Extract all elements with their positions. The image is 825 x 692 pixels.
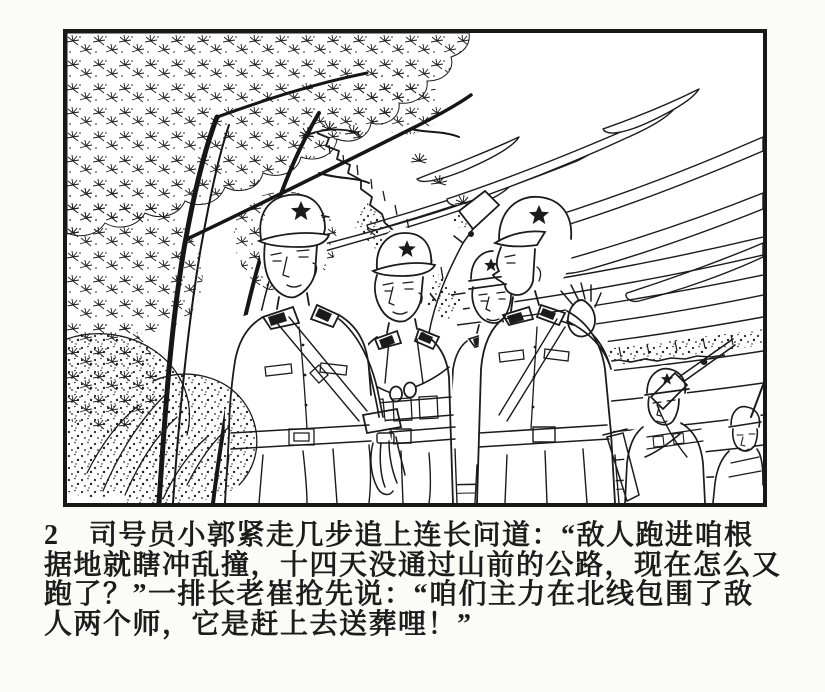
background-soldier-2: [713, 385, 763, 503]
caption: [44, 521, 812, 639]
caption-line-4: 人两个师，它是赶上去送葬哩！”: [44, 608, 473, 640]
caption-line-3: 跑了？”一排长老崔抢先说：“咱们主力在北线包围了敌: [44, 579, 754, 610]
soldier-platoon-leader: [475, 189, 639, 503]
panel-frame: [63, 29, 767, 507]
caption-line-2: 据地就瞎冲乱撞，十四天没通过山前的公路，现在怎么又: [44, 549, 782, 581]
caption-line-1: 2 司号员小郭紧走几步追上连长问道：“敌人跑进咱根: [44, 520, 754, 551]
illustration-svg: [67, 33, 763, 503]
